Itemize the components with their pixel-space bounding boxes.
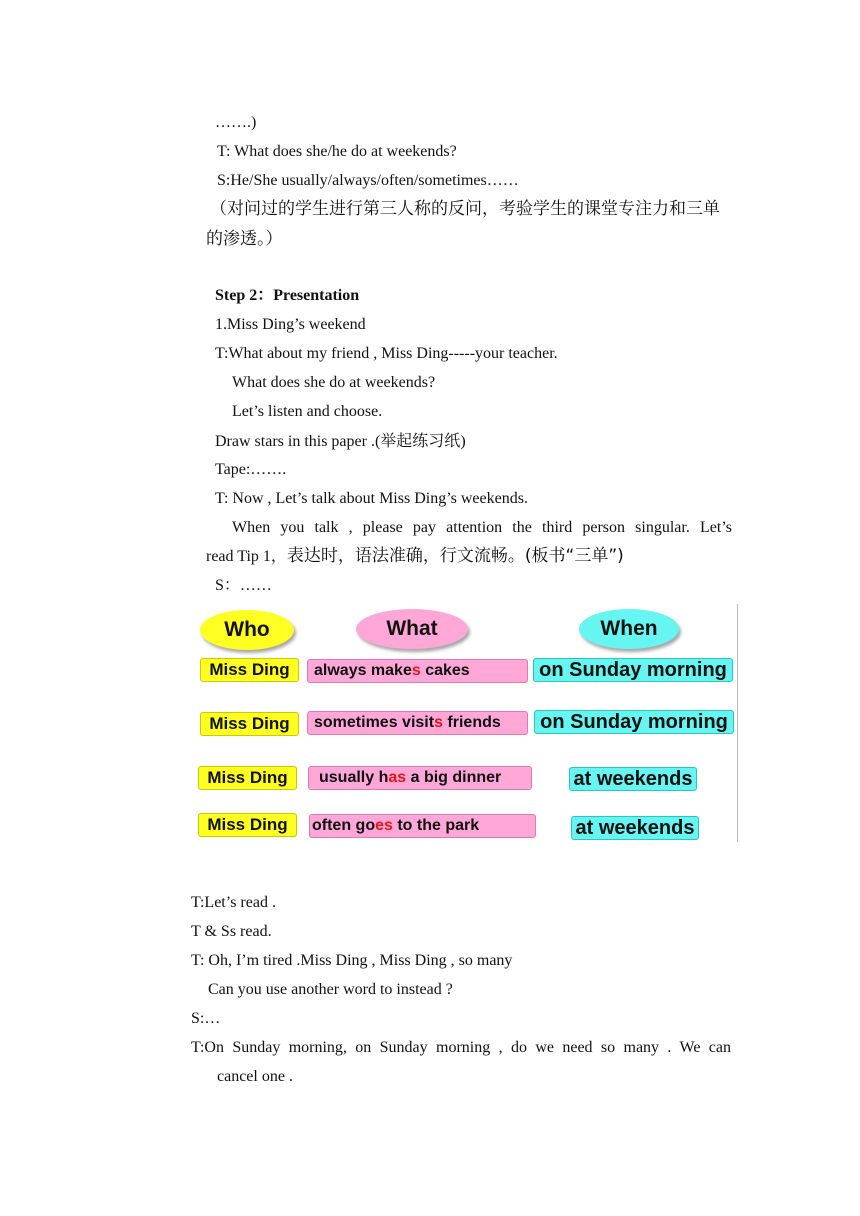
- text-line-chinese: 的渗透。）: [206, 229, 283, 249]
- what-text: sometimes visit: [314, 714, 435, 731]
- text-line: Let’s listen and choose.: [232, 403, 383, 420]
- header-who: Who: [200, 610, 294, 650]
- what-text: often go: [312, 817, 376, 834]
- text-line-justified: When you talk , please pay attention the third person singular. Let’s: [232, 519, 732, 536]
- what-text: friends: [442, 714, 501, 731]
- text-line-justified: T:On Sunday morning, on Sunday morning , do we need so many . We can: [191, 1039, 731, 1056]
- who-cell: Miss Ding: [198, 766, 297, 790]
- text-line: T:Let’s read .: [191, 894, 276, 911]
- what-text: a big dinner: [406, 769, 502, 786]
- text-line: S:…: [191, 1010, 221, 1027]
- what-suffix: s: [411, 662, 421, 679]
- when-cell: at weekends: [571, 816, 699, 840]
- what-text: always make: [314, 662, 412, 679]
- text-line: Tape:…….: [215, 461, 287, 478]
- text-line: T: Now , Let’s talk about Miss Ding’s weekends.: [215, 490, 528, 507]
- what-text: cakes: [420, 662, 470, 679]
- text-span-chinese: 表达时，语法准确，行文流畅。(板书“三单”): [286, 546, 624, 566]
- text-line: S：……: [215, 577, 272, 594]
- text-line: …….): [215, 114, 257, 131]
- text-span: read Tip 1，: [206, 548, 287, 565]
- text-line: T:What about my friend , Miss Ding-----your teacher.: [215, 345, 558, 362]
- text-span: ): [460, 433, 466, 450]
- what-text: usually h: [319, 769, 389, 786]
- text-line: [215, 431, 466, 452]
- header-when: When: [579, 609, 679, 649]
- text-line: T & Ss read.: [191, 923, 272, 940]
- when-cell: at weekends: [569, 767, 697, 791]
- what-text: to the park: [392, 817, 480, 834]
- what-suffix: s: [434, 714, 443, 731]
- who-cell: Miss Ding: [200, 658, 299, 682]
- text-span: Draw stars in this paper .(: [215, 433, 381, 450]
- text-line: S:He/She usually/always/often/sometimes……: [217, 172, 519, 189]
- text-line: T: What does she/he do at weekends?: [217, 143, 457, 160]
- what-cell: [307, 659, 528, 683]
- what-cell: [308, 766, 532, 790]
- what-cell: [307, 711, 528, 735]
- text-span-chinese: 举起练习纸: [380, 431, 461, 450]
- what-suffix: as: [388, 769, 407, 786]
- what-cell: [309, 814, 536, 838]
- who-cell: Miss Ding: [200, 712, 299, 736]
- when-cell: on Sunday morning: [533, 658, 733, 682]
- text-line: T: Oh, I’m tired .Miss Ding , Miss Ding , so many: [191, 952, 513, 969]
- what-suffix: es: [375, 817, 393, 834]
- sentence-board: [196, 604, 738, 842]
- text-line: 1.Miss Ding’s weekend: [215, 316, 366, 333]
- text-line: Can you use another word to instead ?: [208, 981, 453, 998]
- text-line-chinese: （对问过的学生进行第三人称的反问，考验学生的课堂专注力和三单: [210, 199, 720, 219]
- text-line: cancel one .: [217, 1068, 293, 1085]
- header-what: What: [356, 609, 468, 649]
- step-heading: Step 2：Presentation: [215, 287, 360, 304]
- when-cell: on Sunday morning: [534, 710, 734, 734]
- text-line: [206, 546, 624, 567]
- text-line: What does she do at weekends?: [232, 374, 436, 391]
- divider: [737, 604, 738, 842]
- who-cell: Miss Ding: [198, 813, 297, 837]
